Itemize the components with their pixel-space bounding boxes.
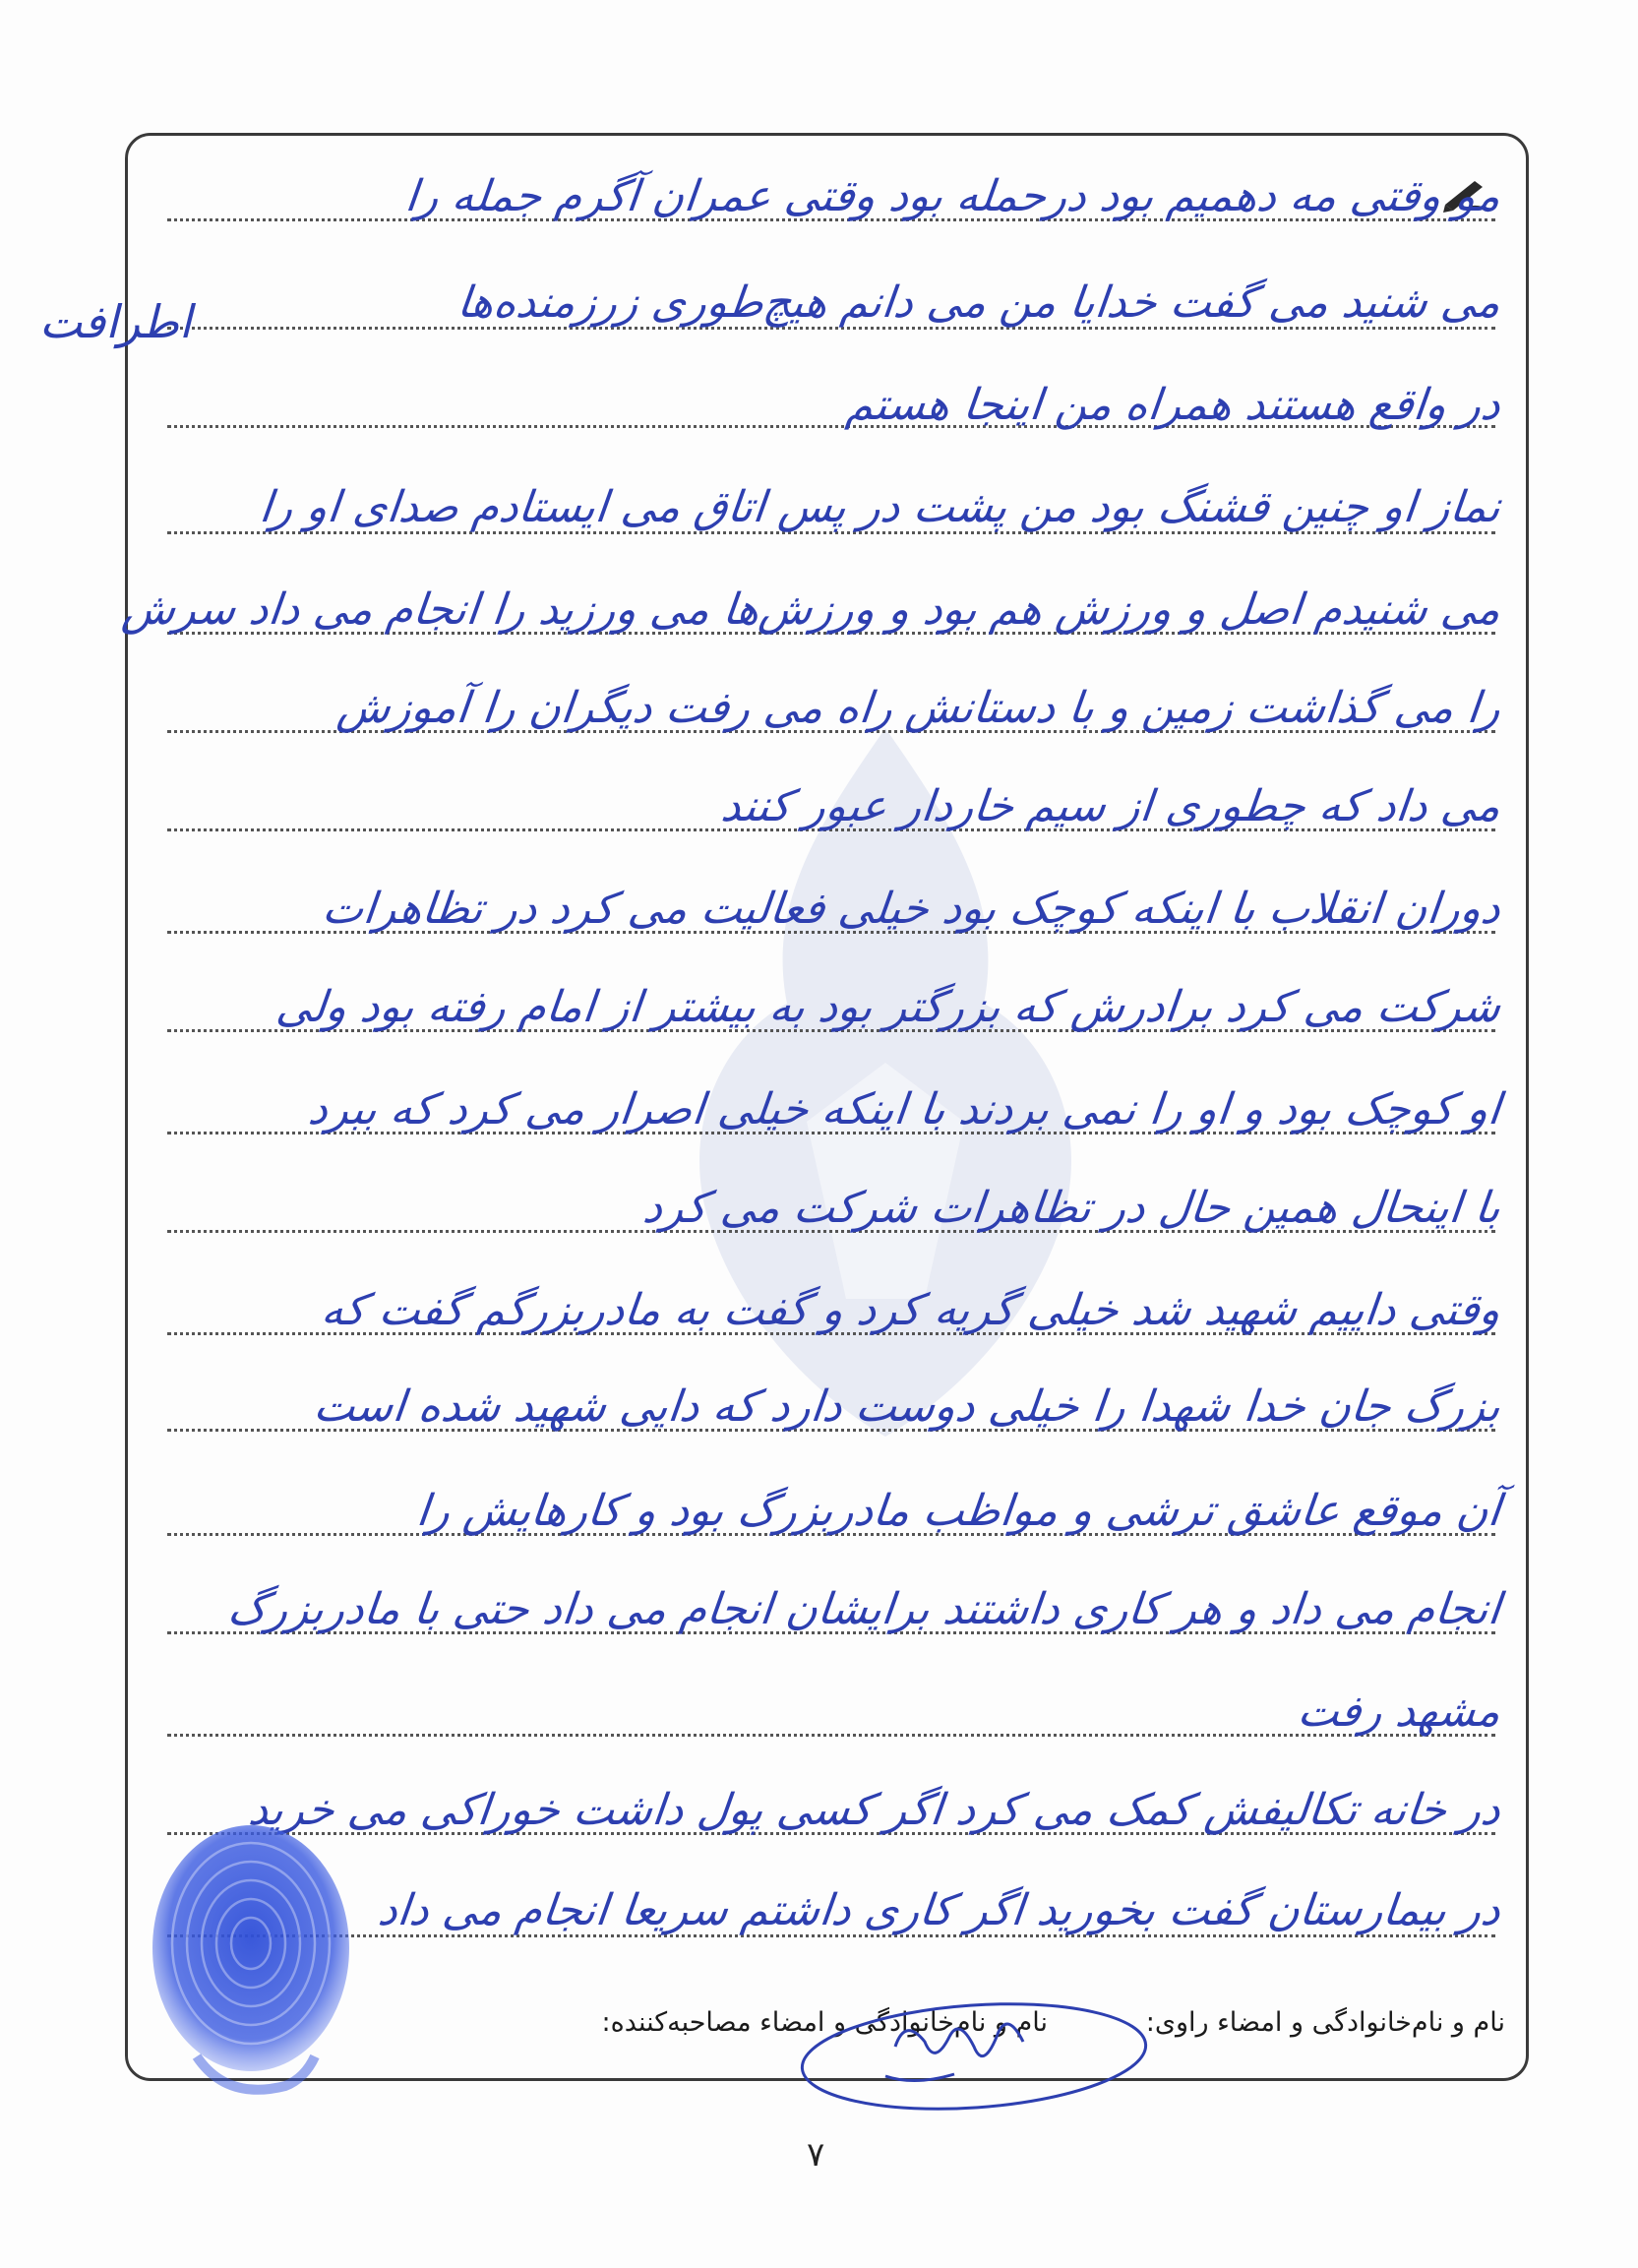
interviewer-label: نام و نام‌خانوادگی و امضاء مصاحبه‌کننده:	[601, 2007, 1048, 2038]
page-number: ۷	[807, 2135, 825, 2175]
handwritten-line-13: بزرگ جان خدا شهدا را خیلی دوست دارد که دایی شهید شده است	[311, 1381, 1503, 1432]
handwritten-line-4: نماز او چنین قشنگ بود من پشت در پس اتاق می ایستادم صدای او را	[257, 482, 1503, 532]
handwritten-line-5: می شنیدم اصل و ورزش هم بود و ورزش‌ها می ورزید را انجام می داد سرش	[119, 584, 1503, 635]
fingerprint-icon	[138, 1820, 364, 2106]
handwritten-line-3: در واقع هستند همراه من اینجا هستم	[843, 380, 1503, 430]
handwritten-line-16: مشهد رفت	[1295, 1686, 1503, 1737]
handwritten-line-17: در خانه تکالیفش کمک می کرد اگر کسی پول داشت خوراکی می خرید	[246, 1785, 1503, 1835]
handwritten-line-2: می شنید می گفت خدایا من می دانم هیچ‌طوری زرزمنده‌ها	[455, 277, 1503, 328]
handwritten-line-1: مو وقتی مه دهمیم بود درحمله بود وقتی عمران آگرم جمله را	[402, 171, 1503, 221]
handwritten-line-7: می داد که چطوری از سیم خاردار عبور کنند	[718, 781, 1503, 831]
signature-icon	[787, 1988, 1161, 2115]
handwritten-line-14: آن موقع عاشق ترشی و مواظب مادربزرگ بود و کارهایش را	[414, 1486, 1503, 1536]
handwritten-line-11: با اینحال همین حال در تظاهرات شرکت می کرد	[640, 1183, 1503, 1233]
handwritten-line-6: را می گذاشت زمین و با دستانش راه می رفت دیگران را آموزش	[334, 683, 1503, 733]
handwritten-line-9: شرکت می کرد برادرش که بزرگتر بود به بیشتر از امام رفته بود ولی	[273, 982, 1503, 1032]
handwritten-line-10: او کوچک بود و او را نمی بردند با اینکه خیلی اصرار می کرد که ببرد	[305, 1084, 1503, 1134]
handwritten-line-18: در بیمارستان گفت بخورید اگر کاری داشتم سریعا انجام می داد	[375, 1885, 1503, 1935]
handwritten-line-12: وقتی داییم شهید شد خیلی گریه کرد و گفت به مادربزرگم گفت که	[319, 1285, 1503, 1335]
narrator-label: نام و نام‌خانوادگی و امضاء راوی:	[1145, 2007, 1505, 2038]
margin-note: اطرافت	[39, 295, 192, 348]
handwritten-line-8: دوران انقلاب با اینکه کوچک بود خیلی فعالیت می کرد در تظاهرات	[320, 884, 1503, 934]
handwritten-line-15: انجام می داد و هر کاری داشتند برایشان انجام می داد حتی با مادربزرگ	[225, 1584, 1503, 1634]
